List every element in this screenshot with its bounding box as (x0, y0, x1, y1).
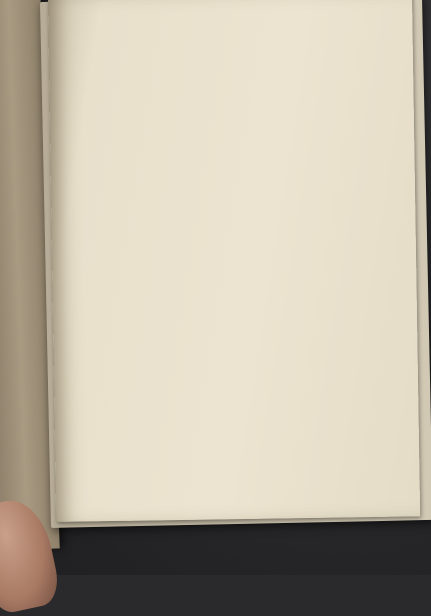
book-page (48, 0, 420, 522)
running-header (49, 34, 413, 40)
section-heading (59, 82, 399, 87)
top-section (59, 64, 399, 69)
page-text (59, 64, 399, 87)
bottom-section (59, 82, 399, 87)
